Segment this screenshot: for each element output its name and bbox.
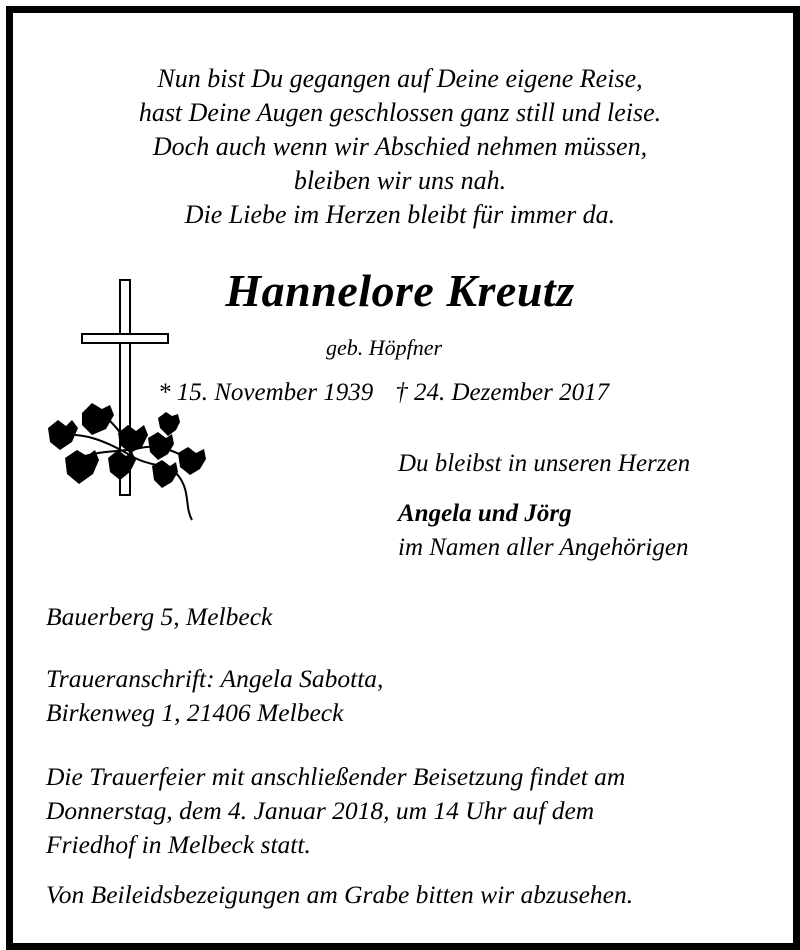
poem-line: bleiben wir uns nah. (293, 166, 507, 195)
poem-line: Nun bist Du gegangen auf Deine eigene Reise, (157, 64, 643, 93)
life-dates (158, 379, 609, 407)
deceased-name: Hannelore Kreutz (225, 265, 575, 316)
death-date: † 24. Dezember 2017 (395, 379, 610, 406)
maiden-name: geb. Höpfner (326, 335, 443, 360)
poem-line: Die Liebe im Herzen bleibt für immer da. (184, 200, 616, 229)
mourner-relation: im Namen aller Angehörigen (398, 534, 689, 561)
funeral-details (46, 760, 625, 862)
poem-line: Doch auch wenn wir Abschied nehmen müssen, (152, 132, 648, 161)
mourning-address-line: Traueranschrift: Angela Sabotta, (46, 664, 384, 693)
mourning-address (46, 662, 383, 730)
funeral-line: Donnerstag, dem 4. Januar 2018, um 14 Uhr auf dem (46, 796, 595, 825)
mourning-address-line: Birkenweg 1, 21406 Melbeck (46, 698, 344, 727)
funeral-line: Friedhof in Melbeck statt. (46, 830, 311, 859)
closing-note: Von Beileidsbezeigungen am Grabe bitten wir abzusehen. (46, 880, 634, 909)
birth-date: * 15. November 1939 (158, 379, 374, 406)
tribute-line: Du bleibst in unseren Herzen (398, 450, 691, 477)
home-address: Bauerberg 5, Melbeck (46, 602, 273, 631)
funeral-line: Die Trauerfeier mit anschließender Beisetzung findet am (46, 762, 626, 791)
mourner-names: Angela und Jörg (398, 500, 572, 527)
poem-line: hast Deine Augen geschlossen ganz still und leise. (138, 98, 662, 127)
poem (0, 62, 800, 232)
